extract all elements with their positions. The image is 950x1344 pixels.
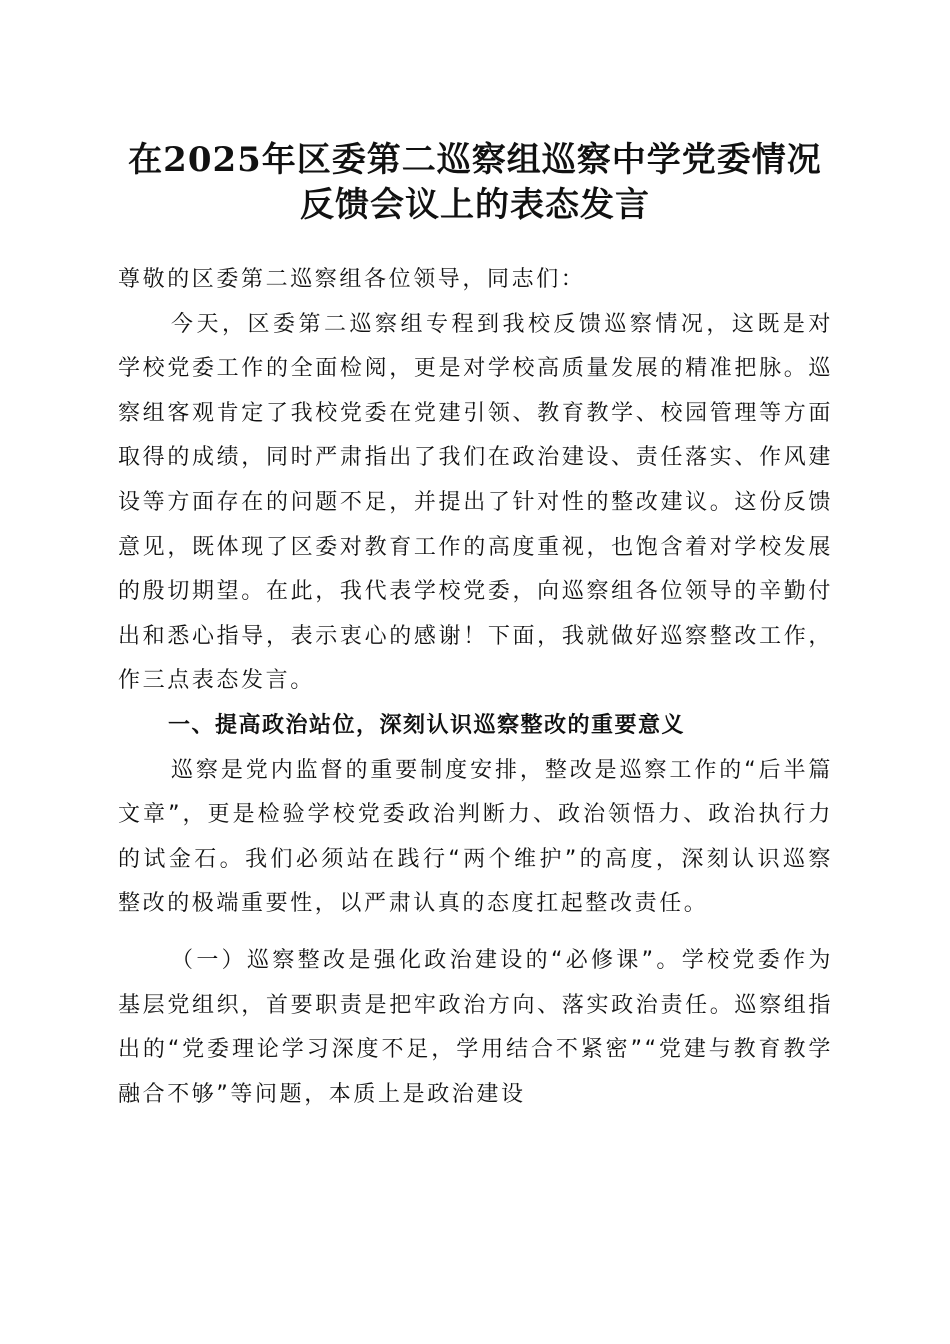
document-body — [118, 258, 833, 1117]
document-title-line-1: 在2025年区委第二巡察组巡察中学党委情况 — [128, 140, 822, 180]
section-1-paragraph: 巡察是党内监督的重要制度安排，整改是巡察工作的“后半篇文章”，更是检验学校党委政治判断力、政治领悟力、政治执行力的试金石。我们必须站在践行“两个维护”的高度，深刻认识巡察整改的极端重要性，以严肃认真的态度扛起整改责任。 — [118, 757, 833, 917]
opening-paragraph: 今天，区委第二巡察组专程到我校反馈巡察情况，这既是对学校党委工作的全面检阅，更是对学校高质量发展的精准把脉。巡察组客观肯定了我校党委在党建引领、教育教学、校园管理等方面取得的成绩，同时严肃指出了我们在政治建设、责任落实、作风建设等方面存在的问题不足，并提出了针对性的整改建议。这份反馈意见，既体现了区委对教育工作的高度重视，也饱含着对学校发展的殷切期望。在此，我代表学校党委，向巡察组各位领导的辛勤付出和悉心指导，表示衷心的感谢！下面，我就做好巡察整改工作，作三点表态发言。 — [118, 311, 833, 694]
subsection-1-paragraph: （一）巡察整改是强化政治建设的“必修课”。学校党委作为基层党组织，首要职责是把牢政治方向、落实政治责任。巡察组指出的“党委理论学习深度不足，学用结合不紧密”“党建与教育教学融合不够”等问题，本质上是政治建设 — [118, 947, 833, 1107]
section-heading-1: 一、提高政治站位，深刻认识巡察整改的重要意义 — [168, 712, 686, 738]
salutation: 尊敬的区委第二巡察组各位领导，同志们： — [118, 267, 586, 292]
document-title-line-2: 反馈会议上的表态发言 — [300, 185, 650, 225]
